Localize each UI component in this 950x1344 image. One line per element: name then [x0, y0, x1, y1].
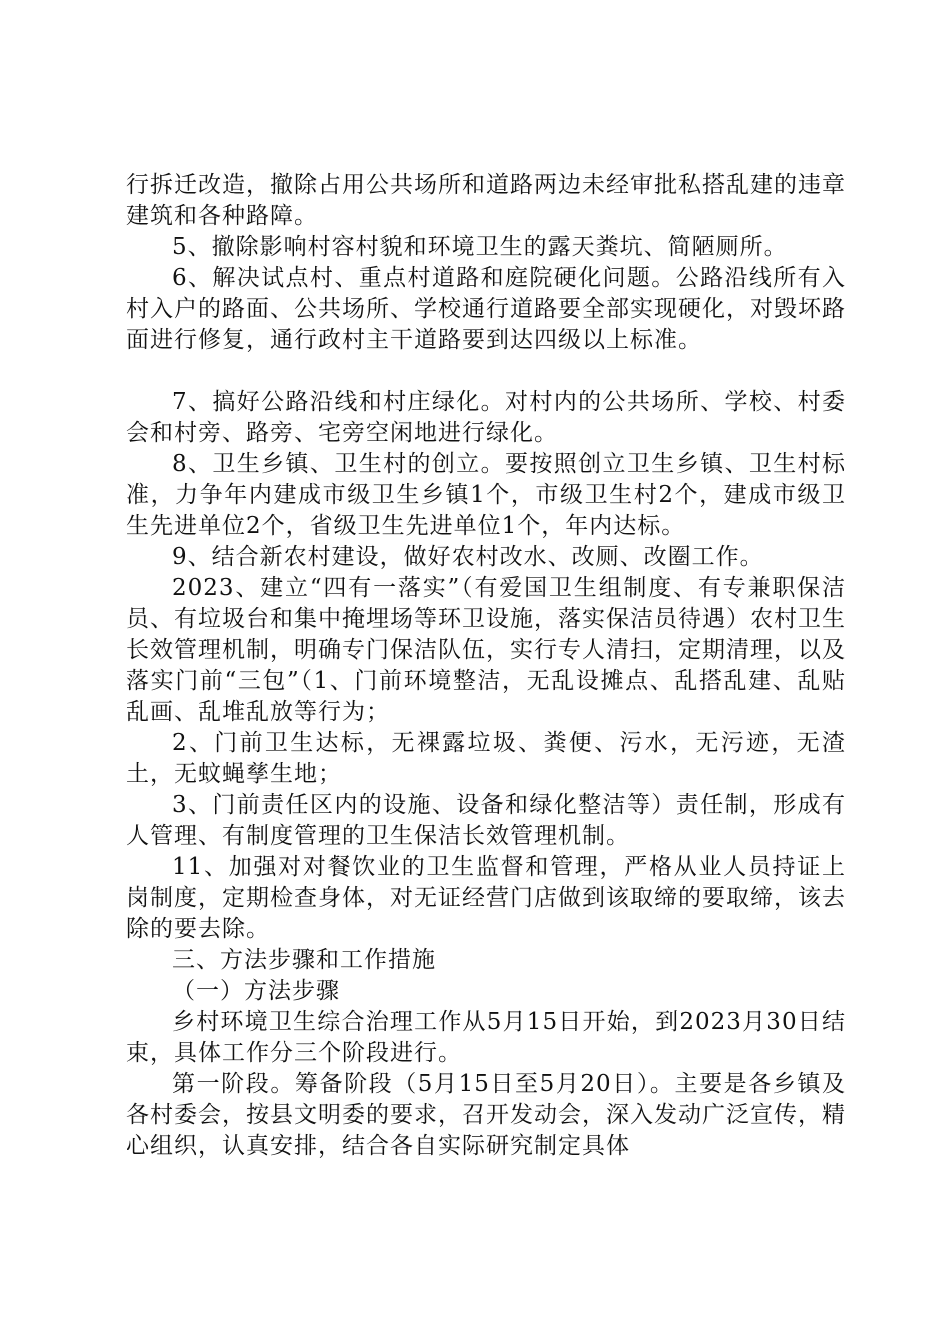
paragraph-2: 5、撤除影响村容村貌和环境卫生的露天粪坑、简陋厕所。 — [172, 234, 788, 260]
paragraph-6: 9、结合新农村建设，做好农村改水、改厕、改圈工作。 — [172, 544, 764, 570]
paragraph-8: 2、门前卫生达标，无裸露垃圾、粪便、污水，无污迹，无渣土，无蚊蝇孳生地； — [126, 730, 846, 787]
paragraph-1: 行拆迁改造，撤除占用公共场所和道路两边未经审批私搭乱建的违章建筑和各种路障。 — [126, 172, 846, 229]
paragraph-13: 乡村环境卫生综合治理工作从5月15日开始，到2023月30日结束，具体工作分三个阶段进行。 — [126, 1009, 846, 1066]
paragraph-10: 11、加强对对餐饮业的卫生监督和管理，严格从业人员持证上岗制度，定期检查身体，对无证经营门店做到该取缔的要取缔，该去除的要去除。 — [126, 854, 846, 942]
subsection-heading: （一）方法步骤 — [172, 978, 340, 1004]
paragraph-7: 2023、建立“四有一落实”（有爱国卫生组制度、有专兼职保洁员、有垃圾台和集中掩埋场等环卫设施，落实保洁员待遇）农村卫生长效管理机制，明确专门保洁队伍，实行专人清扫，定期清理，以及落实门前“三包”（1、门前环境整洁，无乱设摊点、乱搭乱建、乱贴乱画、乱堆乱放等行为； — [126, 575, 846, 725]
section-heading: 三、方法步骤和工作措施 — [172, 947, 436, 973]
paragraph-9: 3、门前责任区内的设施、设备和绿化整洁等）责任制，形成有人管理、有制度管理的卫生保洁长效管理机制。 — [126, 792, 846, 849]
paragraph-4: 7、搞好公路沿线和村庄绿化。对村内的公共场所、学校、村委会和村旁、路旁、宅旁空闲地进行绿化。 — [126, 389, 846, 446]
paragraph-14: 第一阶段。筹备阶段（5月15日至5月20日）。主要是各乡镇及各村委会，按县文明委的要求，召开发动会，深入发动广泛宣传，精心组织，认真安排，结合各自实际研究制定具体 — [126, 1071, 846, 1159]
paragraph-5: 8、卫生乡镇、卫生村的创立。要按照创立卫生乡镇、卫生村标准，力争年内建成市级卫生乡镇1个，市级卫生村2个，建成市级卫生先进单位2个，省级卫生先进单位1个，年内达标。 — [126, 451, 846, 539]
paragraph-3: 6、解决试点村、重点村道路和庭院硬化问题。公路沿线所有入村入户的路面、公共场所、学校通行道路要全部实现硬化，对毁坏路面进行修复，通行政村主干道路要到达四级以上标准。 — [126, 265, 846, 353]
document-page — [126, 170, 846, 1162]
